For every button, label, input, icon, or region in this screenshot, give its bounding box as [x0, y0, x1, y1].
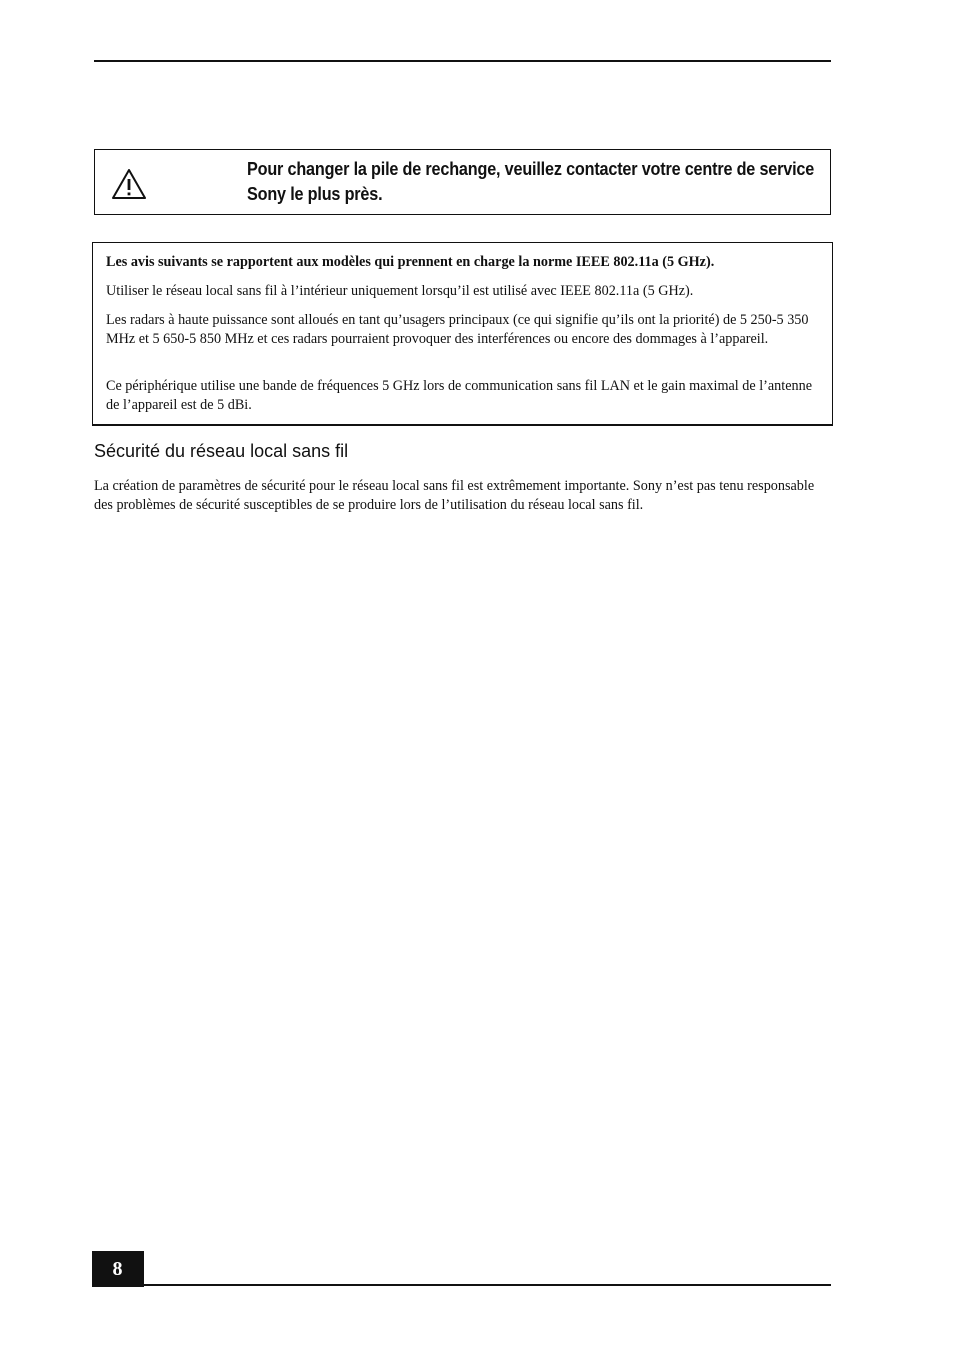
warning-triangle-icon [111, 168, 147, 200]
notice-paragraph: Les radars à haute puissance sont alloués en tant qu’usagers principaux (ce qui signifie qu’ils ont la priorité) de 5 250-5 350 MHz et 5 650-5 850 MHz et ces radars pourraient provoquer des interférences ou encore des dommages à l’appareil. [106, 312, 809, 347]
footer-rule [92, 1284, 831, 1286]
warning-box [94, 149, 831, 215]
notice-title: Les avis suivants se rapportent aux modèles qui prennent en charge la norme IEEE 802.11a (5 GHz). [106, 254, 715, 270]
notice-paragraph: Utiliser le réseau local sans fil à l’intérieur uniquement lorsqu’il est utilisé avec IEEE 802.11a (5 GHz). [106, 283, 694, 299]
notice-paragraph: Ce périphérique utilise une bande de fréquences 5 GHz lors de communication sans fil LAN et le gain maximal de l’antenne de l’appareil est de 5 dBi. [106, 378, 812, 413]
wifi-notice-box [92, 242, 833, 426]
page-number: 8 [92, 1251, 144, 1287]
section-body: La création de paramètres de sécurité pour le réseau local sans fil est extrêmement importante. Sony n’est pas tenu responsable des problèmes de sécurité susceptibles de se produire lors de l’utilisation du réseau local sans fil. [94, 478, 815, 513]
header-rule [94, 60, 831, 62]
warning-text: Pour changer la pile de rechange, veuillez contacter votre centre de service Sony le plus près. [247, 159, 815, 204]
section-heading: Sécurité du réseau local sans fil [94, 441, 349, 461]
